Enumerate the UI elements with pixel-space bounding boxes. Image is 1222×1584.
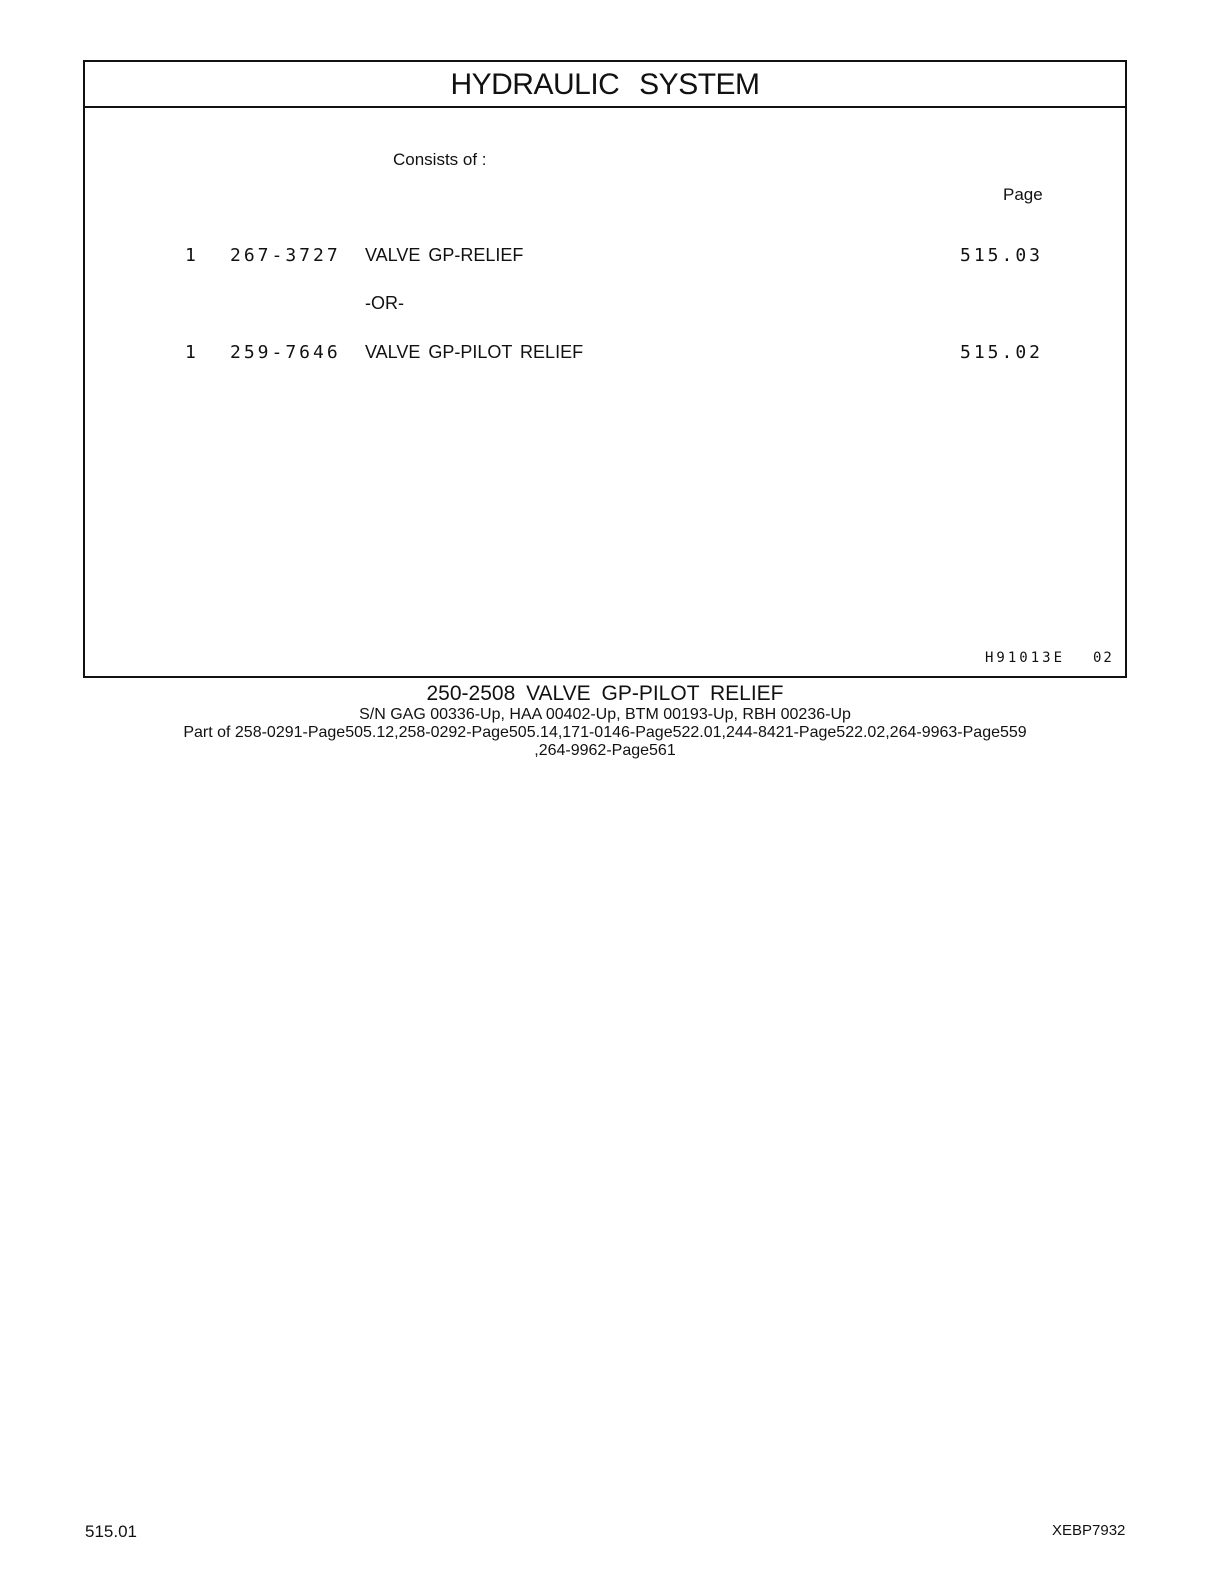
item-page-reference[interactable]: 515.02 <box>960 342 1044 363</box>
item-description-cell <box>365 342 922 364</box>
document-code: XEBP7932 <box>1052 1522 1126 1539</box>
figure-code: H91013E <box>985 650 1066 666</box>
item-quantity: 1 <box>185 342 196 363</box>
assembly-title: 250-2508 VALVE GP-PILOT RELIEF <box>426 682 784 705</box>
part-of-references: Part of 258-0291-Page505.12,258-0292-Page505.14,171-0146-Page522.01,244-8421-Page522.02,264-9963-Page559 <box>183 724 1027 741</box>
or-separator: -OR- <box>365 293 404 313</box>
page-number: 515.01 <box>85 1522 137 1541</box>
item-description-cell <box>365 245 922 267</box>
item-description: VALVE GP-RELIEF <box>365 245 526 265</box>
parts-list-row <box>85 342 1125 368</box>
assembly-caption <box>83 682 1127 760</box>
item-description: VALVE GP-PILOT RELIEF <box>365 342 586 362</box>
section-title: HYDRAULIC SYSTEM <box>85 62 1125 108</box>
serial-number-range: S/N GAG 00336-Up, HAA 00402-Up, BTM 00193-Up, RBH 00236-Up <box>359 706 851 723</box>
parts-list-frame <box>83 60 1127 678</box>
figure-revision: 02 <box>1093 650 1114 666</box>
item-page-reference[interactable]: 515.03 <box>960 245 1044 266</box>
page-column-header: Page <box>1003 185 1043 204</box>
parts-list-row <box>85 245 1125 271</box>
consists-of-label: Consists of : <box>393 150 487 169</box>
item-part-number: 259-7646 <box>230 342 341 363</box>
item-part-number: 267-3727 <box>230 245 341 266</box>
item-quantity: 1 <box>185 245 196 266</box>
part-of-references-continued: ,264-9962-Page561 <box>534 742 676 759</box>
